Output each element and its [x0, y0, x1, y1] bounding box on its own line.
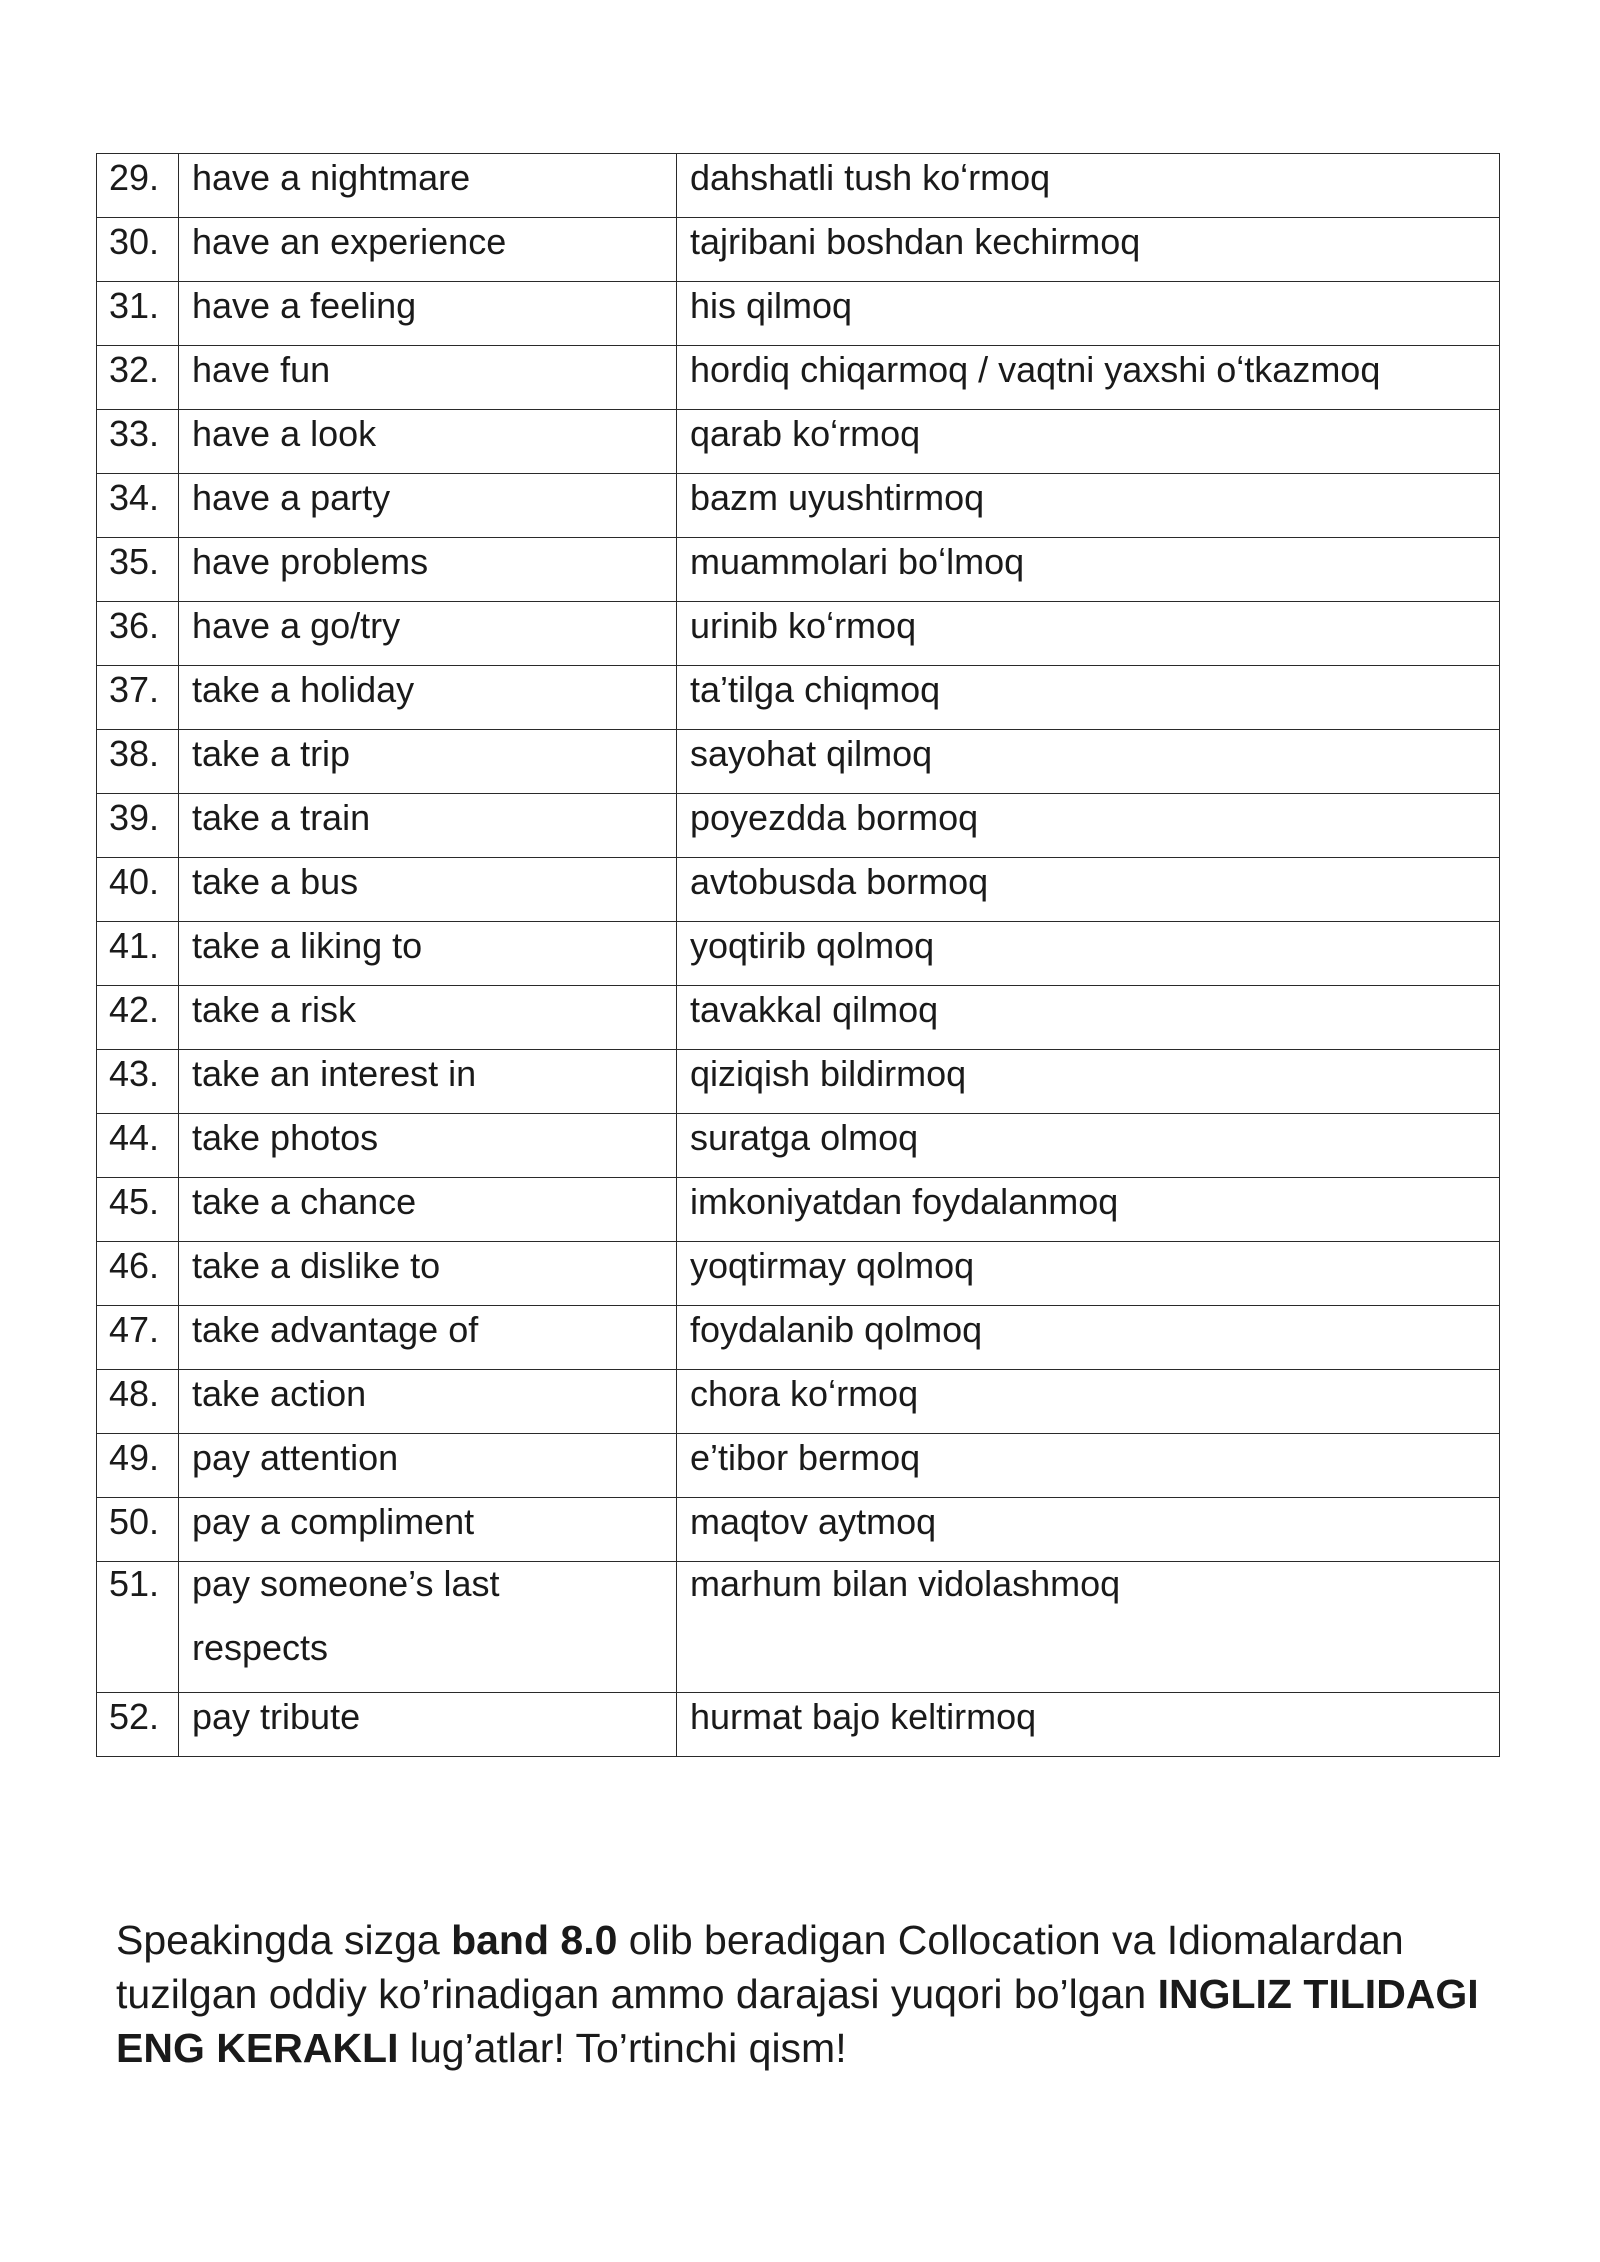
row-number: 35.	[97, 538, 179, 602]
row-number: 32.	[97, 346, 179, 410]
row-number: 33.	[97, 410, 179, 474]
table-row	[97, 218, 1500, 282]
table-row	[97, 1370, 1500, 1434]
uzbek-translation: his qilmoq	[677, 282, 1500, 346]
uzbek-translation: imkoniyatdan foydalanmoq	[677, 1178, 1500, 1242]
table-row	[97, 538, 1500, 602]
uzbek-translation: ta’tilga chiqmoq	[677, 666, 1500, 730]
uzbek-translation: chora koʻrmoq	[677, 1370, 1500, 1434]
uzbek-translation: hurmat bajo keltirmoq	[677, 1693, 1500, 1757]
english-phrase: have a go/try	[179, 602, 677, 666]
table-row	[97, 282, 1500, 346]
english-phrase: have an experience	[179, 218, 677, 282]
uzbek-translation: suratga olmoq	[677, 1114, 1500, 1178]
table-row	[97, 346, 1500, 410]
english-phrase: take a holiday	[179, 666, 677, 730]
table-row	[97, 730, 1500, 794]
uzbek-translation: avtobusda bormoq	[677, 858, 1500, 922]
row-number: 49.	[97, 1434, 179, 1498]
uzbek-translation: sayohat qilmoq	[677, 730, 1500, 794]
table-row	[97, 1693, 1500, 1757]
english-phrase: have fun	[179, 346, 677, 410]
uzbek-translation: bazm uyushtirmoq	[677, 474, 1500, 538]
table-row	[97, 410, 1500, 474]
table-row	[97, 602, 1500, 666]
band-score-bold: band 8.0	[451, 1917, 618, 1963]
row-number: 30.	[97, 218, 179, 282]
row-number: 46.	[97, 1242, 179, 1306]
row-number: 40.	[97, 858, 179, 922]
uzbek-translation: dahshatli tush koʻrmoq	[677, 154, 1500, 218]
row-number: 34.	[97, 474, 179, 538]
english-phrase: take an interest in	[179, 1050, 677, 1114]
english-phrase: take a liking to	[179, 922, 677, 986]
uzbek-translation: yoqtirib qolmoq	[677, 922, 1500, 986]
row-number: 41.	[97, 922, 179, 986]
uzbek-translation: foydalanib qolmoq	[677, 1306, 1500, 1370]
row-number: 52.	[97, 1693, 179, 1757]
english-phrase	[179, 1562, 677, 1693]
english-phrase: take a train	[179, 794, 677, 858]
table-row	[97, 666, 1500, 730]
row-number: 38.	[97, 730, 179, 794]
english-phrase-line-2: respects	[192, 1627, 329, 1668]
table-row	[97, 1434, 1500, 1498]
english-phrase: take photos	[179, 1114, 677, 1178]
table-row	[97, 1050, 1500, 1114]
english-phrase: pay attention	[179, 1434, 677, 1498]
row-number: 44.	[97, 1114, 179, 1178]
table-row	[97, 858, 1500, 922]
uzbek-translation: urinib koʻrmoq	[677, 602, 1500, 666]
english-phrase: take a chance	[179, 1178, 677, 1242]
row-number: 31.	[97, 282, 179, 346]
row-number: 29.	[97, 154, 179, 218]
english-phrase: pay a compliment	[179, 1498, 677, 1562]
row-number: 45.	[97, 1178, 179, 1242]
english-phrase: take advantage of	[179, 1306, 677, 1370]
row-number: 37.	[97, 666, 179, 730]
row-number: 50.	[97, 1498, 179, 1562]
table-row	[97, 1178, 1500, 1242]
highlight-bold: INGLIZ TILIDAGI ENG KERAKLI	[116, 1971, 1479, 2071]
row-number: 51.	[97, 1562, 179, 1693]
table-row	[97, 1306, 1500, 1370]
uzbek-translation: tavakkal qilmoq	[677, 986, 1500, 1050]
footer-paragraph: Speakingda sizga band 8.0 olib beradigan Collocation va Idiomalardan tuzilgan oddiy ko’rinadigan ammo darajasi yuqori bo’lgan INGLIZ TILIDAGI ENG KERAKLI lug’atlar! To’rtinchi qism!	[116, 1917, 1479, 2071]
row-number: 47.	[97, 1306, 179, 1370]
uzbek-translation: e’tibor bermoq	[677, 1434, 1500, 1498]
table-row	[97, 986, 1500, 1050]
english-phrase: take a trip	[179, 730, 677, 794]
english-phrase: take a risk	[179, 986, 677, 1050]
table-row	[97, 922, 1500, 986]
row-number: 43.	[97, 1050, 179, 1114]
uzbek-translation: poyezdda bormoq	[677, 794, 1500, 858]
uzbek-translation: qiziqish bildirmoq	[677, 1050, 1500, 1114]
table-row	[97, 1114, 1500, 1178]
table-row	[97, 1242, 1500, 1306]
english-phrase: pay tribute	[179, 1693, 677, 1757]
table-row	[97, 794, 1500, 858]
row-number: 42.	[97, 986, 179, 1050]
uzbek-translation: hordiq chiqarmoq / vaqtni yaxshi oʻtkazmoq	[677, 346, 1500, 410]
english-phrase: have a feeling	[179, 282, 677, 346]
english-phrase: take a dislike to	[179, 1242, 677, 1306]
table-row	[97, 474, 1500, 538]
row-number: 48.	[97, 1370, 179, 1434]
table-row	[97, 1562, 1500, 1693]
uzbek-translation: maqtov aytmoq	[677, 1498, 1500, 1562]
uzbek-translation: tajribani boshdan kechirmoq	[677, 218, 1500, 282]
english-phrase: have a look	[179, 410, 677, 474]
english-phrase: have problems	[179, 538, 677, 602]
english-phrase: take a bus	[179, 858, 677, 922]
vocabulary-table	[96, 153, 1500, 1757]
english-phrase: take action	[179, 1370, 677, 1434]
english-phrase: have a nightmare	[179, 154, 677, 218]
table-row	[97, 154, 1500, 218]
uzbek-translation: qarab koʻrmoq	[677, 410, 1500, 474]
row-number: 36.	[97, 602, 179, 666]
uzbek-translation: muammolari boʻlmoq	[677, 538, 1500, 602]
english-phrase-line-1: pay someone’s last	[192, 1563, 500, 1604]
row-number: 39.	[97, 794, 179, 858]
uzbek-translation: marhum bilan vidolashmoq	[677, 1562, 1500, 1693]
uzbek-translation: yoqtirmay qolmoq	[677, 1242, 1500, 1306]
english-phrase: have a party	[179, 474, 677, 538]
